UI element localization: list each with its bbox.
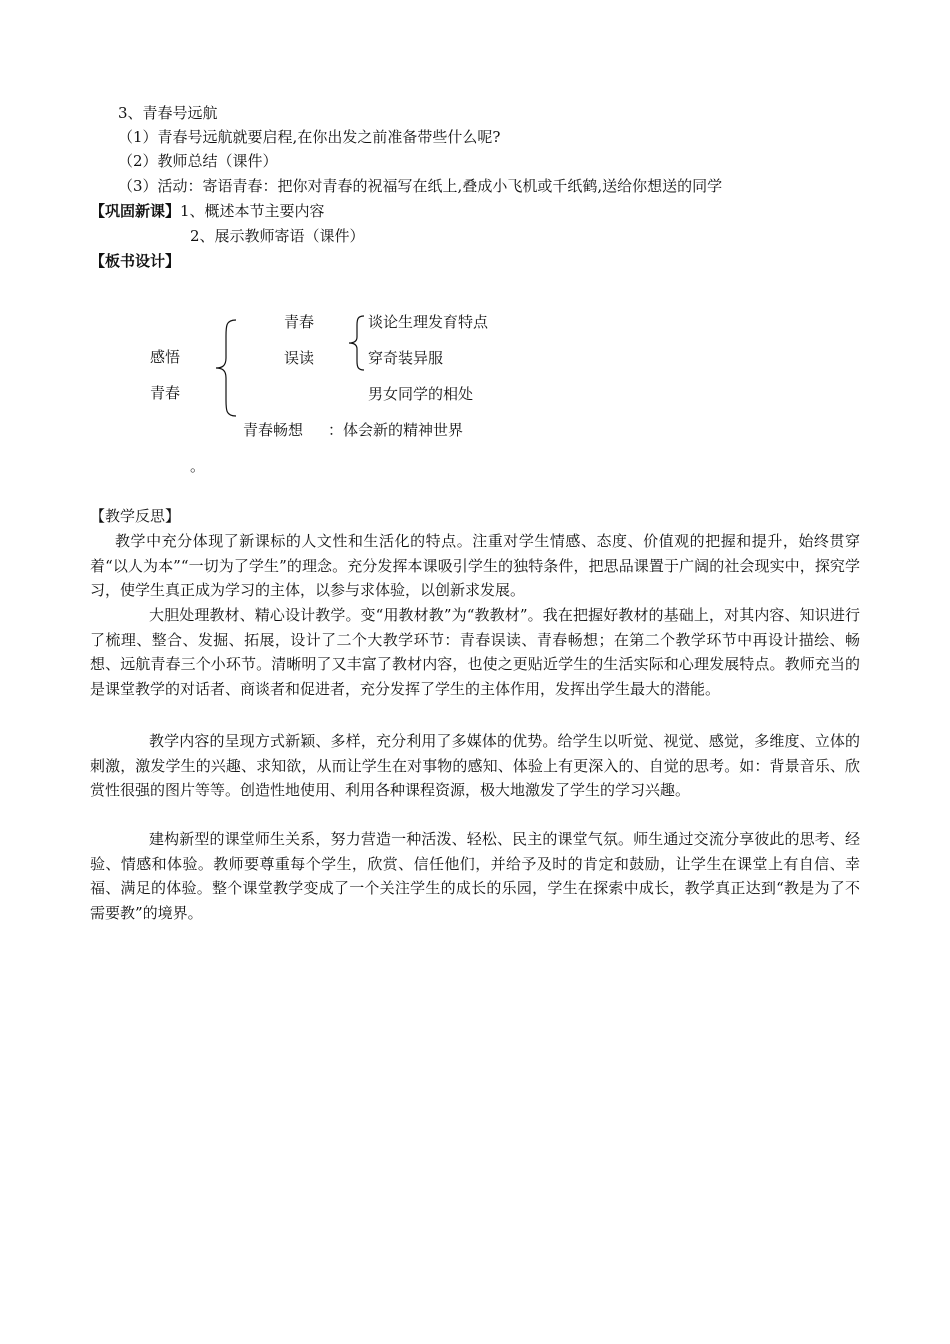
consolidate-heading: 【巩固新课】 [90,202,181,220]
board-heading: 【板书设计】 [90,252,181,270]
section-title: 3、青春号远航 [118,104,218,122]
board-branch-2: 误读 [284,349,315,367]
consolidate-item-1: 1、概述本节主要内容 [180,202,325,220]
consolidate-item-2: 2、展示教师寄语（课件） [190,227,365,245]
reflection-paragraph-3: 教学内容的呈现方式新颖、多样，充分利用了多媒体的优势。给学生以听觉、视觉、感觉，多维度、立体的刺激，激发学生的兴趣、求知欲，从而让学生在对事物的感知、体验上有更深入的、自觉的思考。如：背景音乐、欣赏性很强的图片等等。创造性地使用、利用各种课程资源，极大地激发了学生的学习兴趣。 [90,732,860,799]
board-stray-mark: 。 [190,457,206,475]
reflection-paragraph-2: 大胆处理教材、精心设计教学。变“用教材教”为“教教材”。我在把握好教材的基础上，对其内容、知识进行了梳理、整合、发掘、拓展，设计了二个大教学环节：青春误读、青春畅想；在第二个教学环节中再设计描绘、畅想、远航青春三个小环节。清晰明了又丰富了教材内容，也使之更贴近学生的生活实际和心理发展特点。教师充当的是课堂教学的对话者、商谈者和促进者，充分发挥了学生的主体作用，发挥出学生最大的潜能。 [90,606,860,698]
board-sub-2: 穿奇装异服 [368,349,444,367]
board-branch-1: 青春 [284,313,315,331]
reflection-heading: 【教学反思】 [90,507,181,525]
board-sub-brace [346,314,368,372]
section-item-1: （1）青春号远航就要启程,在你出发之前准备带些什么呢? [118,128,501,146]
consolidate-line-1 [90,201,325,221]
reflection-paragraph-4: 建构新型的课堂师生关系，努力营造一种活泼、轻松、民主的课堂气氛。师生通过交流分享彼此的思考、经验、情感和体验。教师要尊重每个学生，欣赏、信任他们，并给予及时的肯定和鼓励，让学生在课堂上有自信、幸福、满足的体验。整个课堂教学变成了一个关注学生的成长的乐园，学生在探索中成长，教学真正达到“教是为了不需要教”的境界。 [90,830,860,922]
section-item-2: （2）教师总结（课件） [118,152,278,170]
board-branch-3: 青春畅想 [243,421,304,439]
board-left-bottom: 青春 [150,384,181,402]
board-sub-1: 谈论生理发育特点 [368,313,489,331]
section-item-3: （3）活动：寄语青春：把你对青春的祝福写在纸上,叠成小飞机或千纸鹤,送给你想送的同学 [118,177,723,195]
reflection-paragraph-1: 教学中充分体现了新课标的人文性和生活化的特点。注重对学生情感、态度、价值观的把握和提升，始终贯穿着“以人为本”“一切为了学生”的理念。充分发挥本课吸引学生的独特条件，把思品课置于广阔的社会现实中，探究学习，使学生真正成为学习的主体，以参与求体验，以创新求发展。 [90,532,860,599]
board-branch-3-detail: ：体会新的精神世界 [328,421,464,439]
board-left-top: 感悟 [150,348,181,366]
board-sub-3: 男女同学的相处 [368,385,474,403]
board-main-brace [212,318,242,418]
